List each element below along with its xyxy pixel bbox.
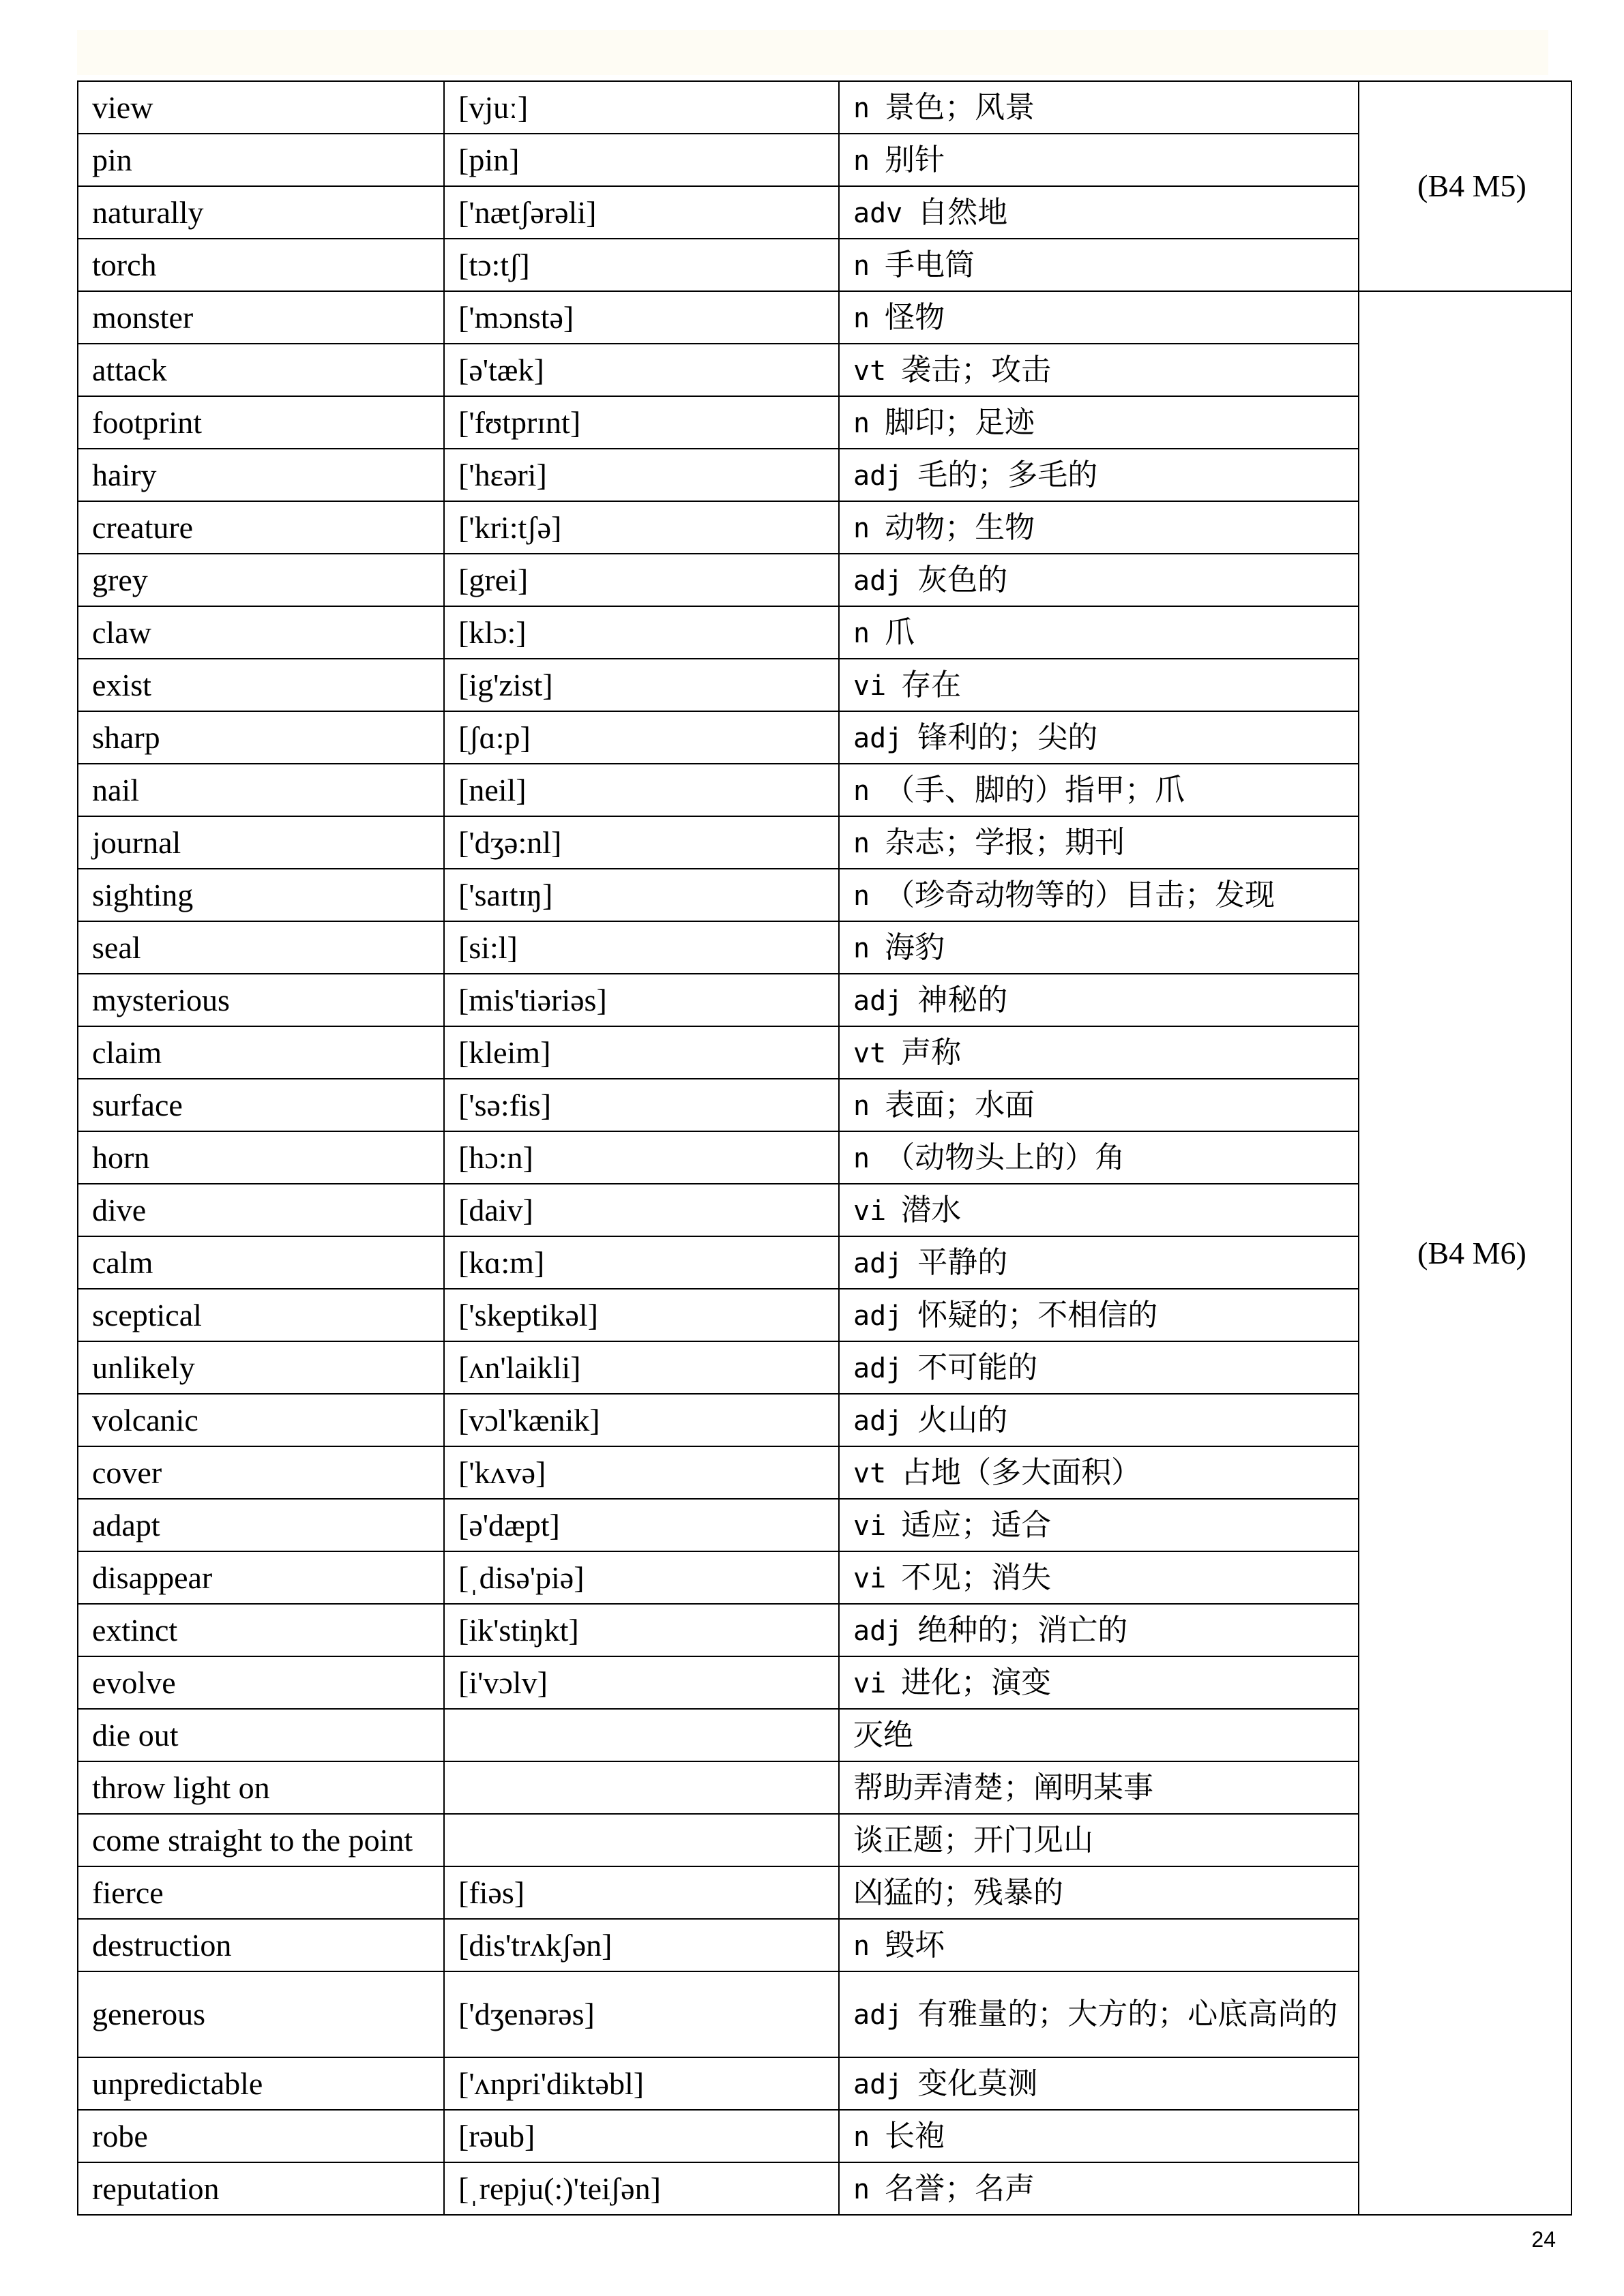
part-of-speech: adj [853, 985, 903, 1017]
word-cell: robe [78, 2110, 444, 2162]
table-row [78, 816, 1571, 869]
word-cell: view [78, 81, 444, 134]
part-of-speech: n [853, 880, 870, 912]
word-cell: creature [78, 501, 444, 554]
phonetic-cell: ['dʒenərəs] [444, 1971, 839, 2057]
page-number: 24 [1531, 2227, 1556, 2252]
meaning-cell [839, 2110, 1359, 2162]
word-cell: attack [78, 344, 444, 396]
meaning-text: 怀疑的；不相信的 [917, 1297, 1158, 1332]
meaning-text: 手电筒 [885, 247, 975, 282]
meaning-text: 灰色的 [917, 562, 1008, 597]
meaning-cell [839, 1236, 1359, 1289]
phonetic-cell: [hɔ:n] [444, 1131, 839, 1184]
phonetic-cell: ['ʌnpri'diktəbl] [444, 2057, 839, 2110]
meaning-cell [839, 1341, 1359, 1394]
word-cell: cover [78, 1446, 444, 1499]
table-row [78, 1866, 1571, 1919]
table-row [78, 974, 1571, 1026]
phonetic-cell: [tɔ:tʃ] [444, 239, 839, 291]
meaning-cell [839, 344, 1359, 396]
word-cell: evolve [78, 1656, 444, 1709]
word-cell: come straight to the point [78, 1814, 444, 1866]
phonetic-cell: [ˌrepju(:)'teiʃən] [444, 2162, 839, 2215]
meaning-cell [839, 501, 1359, 554]
phonetic-cell: [dis'trʌkʃən] [444, 1919, 839, 1971]
phonetic-cell: ['dʒə:nl] [444, 816, 839, 869]
table-row [78, 1341, 1571, 1394]
part-of-speech: vi [853, 1667, 887, 1699]
part-of-speech: adv [853, 197, 903, 229]
meaning-cell [839, 1866, 1359, 1919]
word-cell: generous [78, 1971, 444, 2057]
meaning-cell [839, 1026, 1359, 1079]
phonetic-cell: [klɔ:] [444, 606, 839, 659]
meaning-text: 潜水 [901, 1192, 962, 1227]
meaning-text: 绝种的；消亡的 [917, 1612, 1128, 1648]
meaning-text: （珍奇动物等的）目击；发现 [885, 877, 1275, 912]
phonetic-cell: [ˌdisə'piə] [444, 1551, 839, 1604]
meaning-text: 动物；生物 [885, 509, 1035, 545]
meaning-cell [839, 606, 1359, 659]
meaning-text: 凶猛的；残暴的 [853, 1875, 1063, 1910]
part-of-speech: adj [853, 1300, 903, 1332]
meaning-text: 灭绝 [853, 1718, 913, 1753]
word-cell: seal [78, 921, 444, 974]
meaning-text: 表面；水面 [885, 1087, 1035, 1122]
table-row [78, 81, 1571, 134]
unit-label: (B4 M5) [1359, 81, 1571, 291]
table-row [78, 1184, 1571, 1236]
part-of-speech: n [853, 2121, 870, 2153]
table-row [78, 1814, 1571, 1866]
table-row [78, 1761, 1571, 1814]
phonetic-cell: ['kri:tʃə] [444, 501, 839, 554]
meaning-text: 景色；风景 [885, 89, 1035, 125]
phonetic-cell: [mis'tiəriəs] [444, 974, 839, 1026]
word-cell: journal [78, 816, 444, 869]
word-cell: sharp [78, 711, 444, 764]
phonetic-cell: ['mɔnstə] [444, 291, 839, 344]
table-row [78, 291, 1571, 344]
meaning-cell [839, 81, 1359, 134]
table-row [78, 344, 1571, 396]
table-row [78, 1079, 1571, 1131]
meaning-text: 不见；消失 [901, 1560, 1052, 1595]
meaning-text: 脚印；足迹 [885, 404, 1035, 440]
meaning-text: 存在 [901, 667, 962, 702]
meaning-text: 锋利的；尖的 [917, 719, 1098, 755]
part-of-speech: vt [853, 355, 887, 387]
part-of-speech: vi [853, 1510, 887, 1542]
meaning-cell [839, 1971, 1359, 2057]
part-of-speech: adj [853, 722, 903, 754]
phonetic-cell: ['saɪtɪŋ] [444, 869, 839, 921]
part-of-speech: adj [853, 1999, 903, 2031]
phonetic-cell [444, 1814, 839, 1866]
meaning-text: 平静的 [917, 1244, 1008, 1280]
table-row [78, 554, 1571, 606]
table-row [78, 659, 1571, 711]
meaning-cell [839, 239, 1359, 291]
meaning-cell [839, 186, 1359, 239]
meaning-text: 火山的 [917, 1402, 1008, 1437]
phonetic-cell [444, 1709, 839, 1761]
phonetic-cell: [i'vɔlv] [444, 1656, 839, 1709]
phonetic-cell: ['hɛəri] [444, 449, 839, 501]
meaning-cell [839, 921, 1359, 974]
phonetic-cell: [ʃɑ:p] [444, 711, 839, 764]
phonetic-cell [444, 1761, 839, 1814]
meaning-text: 别针 [885, 142, 945, 177]
word-cell: nail [78, 764, 444, 816]
meaning-cell [839, 816, 1359, 869]
phonetic-cell: ['sə:fis] [444, 1079, 839, 1131]
part-of-speech: vi [853, 1562, 887, 1594]
word-cell: extinct [78, 1604, 444, 1656]
table-row [78, 869, 1571, 921]
word-cell: exist [78, 659, 444, 711]
word-cell: torch [78, 239, 444, 291]
meaning-cell [839, 1919, 1359, 1971]
meaning-cell [839, 554, 1359, 606]
meaning-cell [839, 659, 1359, 711]
phonetic-cell: [ə'tæk] [444, 344, 839, 396]
part-of-speech: n [853, 932, 870, 964]
phonetic-cell: ['nætʃərəli] [444, 186, 839, 239]
part-of-speech: adj [853, 1615, 903, 1647]
part-of-speech: n [853, 1142, 870, 1174]
word-cell: footprint [78, 396, 444, 449]
part-of-speech: n [853, 92, 870, 124]
meaning-cell [839, 291, 1359, 344]
meaning-text: 杂志；学报；期刊 [885, 824, 1125, 860]
word-cell: pin [78, 134, 444, 186]
meaning-text: 变化莫测 [917, 2066, 1038, 2101]
table-row [78, 1394, 1571, 1446]
meaning-cell [839, 2162, 1359, 2215]
table-row [78, 2057, 1571, 2110]
table-row [78, 1289, 1571, 1341]
word-cell: monster [78, 291, 444, 344]
table-row [78, 606, 1571, 659]
part-of-speech: adj [853, 2068, 903, 2100]
part-of-speech: n [853, 827, 870, 859]
table-row [78, 2110, 1571, 2162]
table-row [78, 1236, 1571, 1289]
meaning-cell [839, 1289, 1359, 1341]
meaning-cell [839, 1761, 1359, 1814]
phonetic-cell: [ʌn'laikli] [444, 1341, 839, 1394]
table-row [78, 239, 1571, 291]
phonetic-cell: ['kʌvə] [444, 1446, 839, 1499]
word-cell: die out [78, 1709, 444, 1761]
phonetic-cell: [rəub] [444, 2110, 839, 2162]
phonetic-cell: [daiv] [444, 1184, 839, 1236]
meaning-text: 袭击；攻击 [901, 352, 1052, 387]
part-of-speech: n [853, 407, 870, 439]
part-of-speech: vi [853, 670, 887, 702]
meaning-text: （手、脚的）指甲；爪 [885, 772, 1185, 807]
word-cell: disappear [78, 1551, 444, 1604]
word-cell: dive [78, 1184, 444, 1236]
vocabulary-table [77, 80, 1572, 2216]
part-of-speech: adj [853, 565, 903, 597]
part-of-speech: n [853, 512, 870, 544]
phonetic-cell: ['skeptikəl] [444, 1289, 839, 1341]
meaning-cell [839, 1656, 1359, 1709]
word-cell: destruction [78, 1919, 444, 1971]
phonetic-cell: [ig'zist] [444, 659, 839, 711]
word-cell: sceptical [78, 1289, 444, 1341]
meaning-text: （动物头上的）角 [885, 1139, 1125, 1175]
meaning-text: 谈正题；开门见山 [853, 1823, 1093, 1858]
unit-label: (B4 M6) [1359, 291, 1571, 2215]
meaning-cell [839, 396, 1359, 449]
phonetic-cell: ['fʊtprɪnt] [444, 396, 839, 449]
meaning-text: 声称 [901, 1034, 962, 1070]
table-row [78, 1026, 1571, 1079]
phonetic-cell: [fiəs] [444, 1866, 839, 1919]
word-cell: claim [78, 1026, 444, 1079]
meaning-cell [839, 1184, 1359, 1236]
table-row [78, 1446, 1571, 1499]
word-cell: grey [78, 554, 444, 606]
part-of-speech: n [853, 302, 870, 334]
table-row [78, 396, 1571, 449]
meaning-cell [839, 869, 1359, 921]
header-band [77, 30, 1548, 75]
meaning-cell [839, 711, 1359, 764]
part-of-speech: n [853, 2173, 870, 2205]
table-row [78, 764, 1571, 816]
phonetic-cell: [kɑ:m] [444, 1236, 839, 1289]
meaning-cell [839, 1709, 1359, 1761]
phonetic-cell: [vjuː] [444, 81, 839, 134]
meaning-cell [839, 1814, 1359, 1866]
phonetic-cell: [kleim] [444, 1026, 839, 1079]
table-row [78, 2162, 1571, 2215]
table-row [78, 186, 1571, 239]
meaning-text: 神秘的 [917, 982, 1008, 1017]
word-cell: naturally [78, 186, 444, 239]
table-row [78, 921, 1571, 974]
part-of-speech: vi [853, 1195, 887, 1227]
meaning-cell [839, 1604, 1359, 1656]
table-row [78, 1656, 1571, 1709]
meaning-text: 占地（多大面积） [901, 1455, 1142, 1490]
phonetic-cell: [vɔl'kænik] [444, 1394, 839, 1446]
meaning-text: 怪物 [885, 299, 945, 335]
meaning-text: 名誉；名声 [885, 2171, 1035, 2206]
meaning-text: 自然地 [917, 194, 1008, 230]
part-of-speech: vt [853, 1457, 887, 1489]
word-cell: surface [78, 1079, 444, 1131]
meaning-text: 进化；演变 [901, 1665, 1052, 1700]
table-row [78, 501, 1571, 554]
part-of-speech: adj [853, 460, 903, 492]
word-cell: throw light on [78, 1761, 444, 1814]
part-of-speech: n [853, 1090, 870, 1122]
meaning-cell [839, 1499, 1359, 1551]
phonetic-cell: [ik'stiŋkt] [444, 1604, 839, 1656]
part-of-speech: adj [853, 1247, 903, 1279]
part-of-speech: n [853, 145, 870, 177]
part-of-speech: vt [853, 1037, 887, 1069]
part-of-speech: n [853, 250, 870, 282]
word-cell: unpredictable [78, 2057, 444, 2110]
table-row [78, 1971, 1571, 2057]
meaning-text: 帮助弄清楚；阐明某事 [853, 1770, 1153, 1805]
word-cell: reputation [78, 2162, 444, 2215]
meaning-cell [839, 2057, 1359, 2110]
meaning-cell [839, 134, 1359, 186]
phonetic-cell: [pin] [444, 134, 839, 186]
word-cell: fierce [78, 1866, 444, 1919]
table-row [78, 449, 1571, 501]
meaning-text: 不可能的 [917, 1350, 1038, 1385]
meaning-cell [839, 974, 1359, 1026]
table-row [78, 134, 1571, 186]
word-cell: claw [78, 606, 444, 659]
meaning-cell [839, 449, 1359, 501]
meaning-text: 毛的；多毛的 [917, 457, 1098, 492]
word-cell: mysterious [78, 974, 444, 1026]
table-row [78, 1709, 1571, 1761]
meaning-text: 毁坏 [885, 1927, 945, 1963]
phonetic-cell: [si:l] [444, 921, 839, 974]
word-cell: volcanic [78, 1394, 444, 1446]
part-of-speech: adj [853, 1405, 903, 1437]
table-row [78, 1499, 1571, 1551]
meaning-text: 爪 [885, 614, 915, 650]
meaning-text: 长袍 [885, 2118, 945, 2153]
meaning-cell [839, 1551, 1359, 1604]
vocabulary-table-body [78, 81, 1571, 2215]
part-of-speech: n [853, 775, 870, 807]
phonetic-cell: [neil] [444, 764, 839, 816]
table-row [78, 711, 1571, 764]
meaning-cell [839, 1446, 1359, 1499]
meaning-text: 有雅量的；大方的；心底高尚的 [917, 1997, 1338, 2031]
meaning-cell [839, 1131, 1359, 1184]
word-cell: hairy [78, 449, 444, 501]
part-of-speech: n [853, 1930, 870, 1962]
meaning-cell [839, 1394, 1359, 1446]
phonetic-cell: [grei] [444, 554, 839, 606]
word-cell: unlikely [78, 1341, 444, 1394]
phonetic-cell: [ə'dæpt] [444, 1499, 839, 1551]
meaning-cell [839, 764, 1359, 816]
meaning-text: 海豹 [885, 929, 945, 965]
table-row [78, 1551, 1571, 1604]
part-of-speech: adj [853, 1352, 903, 1384]
word-cell: horn [78, 1131, 444, 1184]
part-of-speech: n [853, 617, 870, 649]
word-cell: adapt [78, 1499, 444, 1551]
meaning-cell [839, 1079, 1359, 1131]
table-row [78, 1131, 1571, 1184]
word-cell: sighting [78, 869, 444, 921]
table-row [78, 1919, 1571, 1971]
meaning-text: 适应；适合 [901, 1507, 1052, 1542]
table-row [78, 1604, 1571, 1656]
word-cell: calm [78, 1236, 444, 1289]
